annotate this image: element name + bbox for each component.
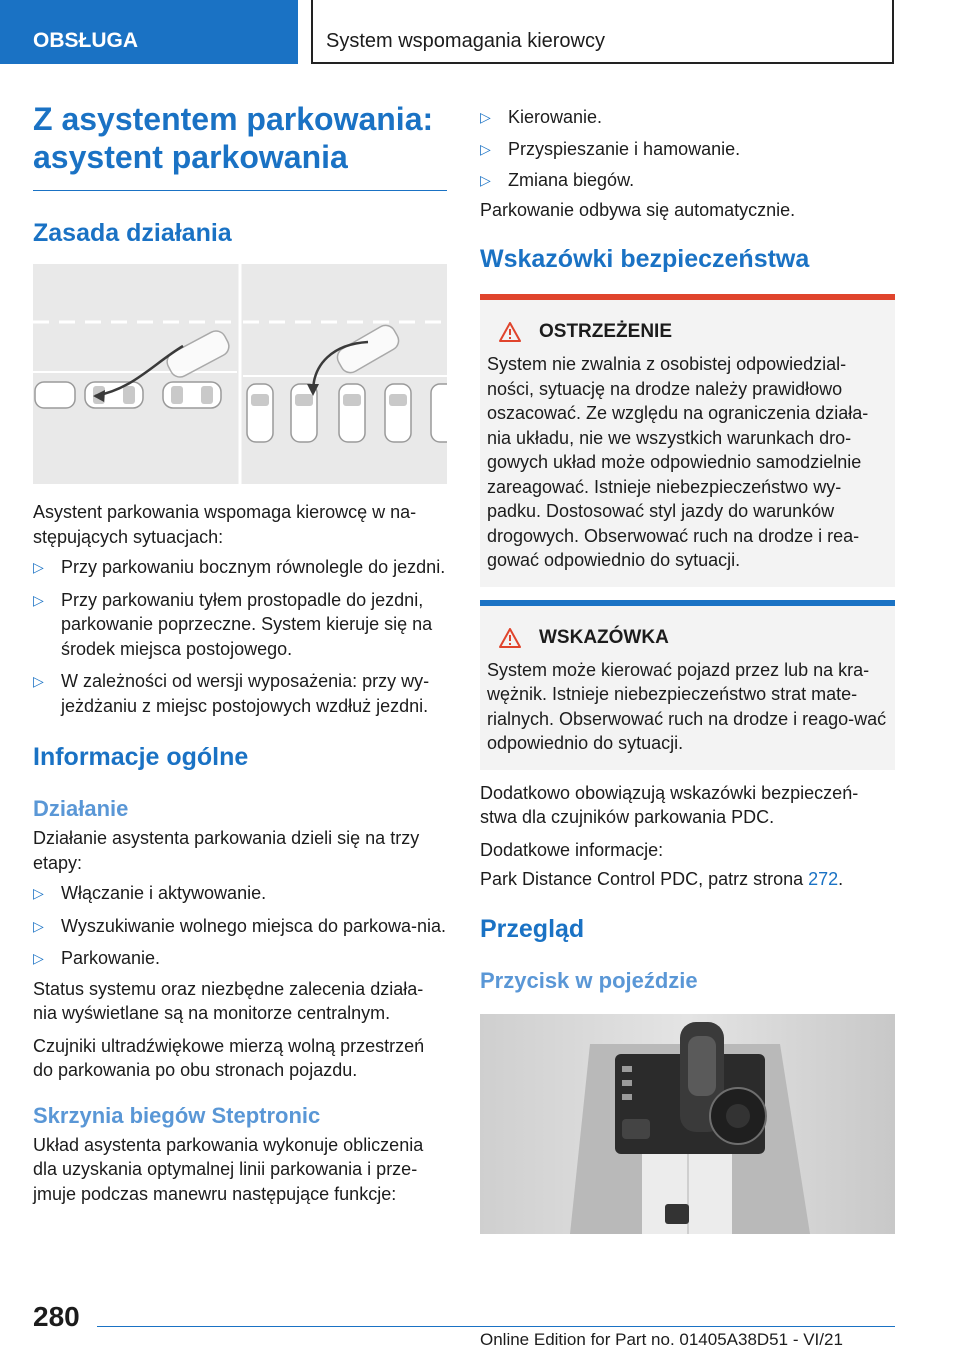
page-title: Z asystentem parkowania: asystent parkowania xyxy=(33,100,447,191)
parking-scenes-graphic xyxy=(33,264,447,484)
section-tab: OBSŁUGA xyxy=(0,0,298,64)
bullet-triangle-icon: ▷ xyxy=(480,109,491,125)
stages-list xyxy=(33,881,447,971)
parking-illustration xyxy=(33,264,447,484)
additional-info-label: Dodatkowe informacje: xyxy=(480,839,664,860)
subheading-steptronic: Skrzynia biegów Steptronic xyxy=(33,1102,321,1128)
warning-triangle-icon xyxy=(499,322,521,342)
list-item: ▷ Zmiana biegów. xyxy=(480,168,895,193)
page-number: 280 xyxy=(33,1301,80,1332)
list-item: ▷ Przyspieszanie i hamowanie. xyxy=(480,137,895,162)
bullet-triangle-icon: ▷ xyxy=(33,950,44,966)
bullet-triangle-icon: ▷ xyxy=(33,917,44,934)
functions-list xyxy=(480,105,895,193)
note-title: WSKAZÓWKA xyxy=(539,626,669,648)
list-item: ▷ W zależności od wersji wyposażenia: przy wy-jeżdżaniu z miejsc postojowych wzdłuż jezdni. xyxy=(33,671,430,716)
pdc-reference: Park Distance Control PDC, patrz strona 272. xyxy=(480,869,844,889)
section-heading-info: Informacje ogólne xyxy=(33,743,249,771)
caution-triangle-icon xyxy=(499,628,521,648)
left-column xyxy=(33,100,447,1206)
warning-header xyxy=(487,320,887,344)
list-item: ▷ Kierowanie. xyxy=(480,105,895,130)
dzialanie-paragraph: Działanie asystenta parkowania dzieli się na trzy etapy: xyxy=(33,828,420,873)
situations-list xyxy=(33,555,447,718)
pdc-notes-paragraph: Dodatkowo obowiązują wskazówki bezpieczeń-stwa dla czujników parkowania PDC. xyxy=(480,782,859,827)
section-heading-safety: Wskazówki bezpieczeństwa xyxy=(480,245,810,273)
note-box xyxy=(480,600,895,770)
steptronic-paragraph: Układ asystenta parkowania wykonuje obliczenia dla uzyskania optymalnej linii parkowania i prze-jmuje podczas manewru następujące funkcje: xyxy=(33,1134,424,1204)
auto-parking-paragraph: Parkowanie odbywa się automatycznie. xyxy=(480,199,796,220)
list-item: ▷ Wyszukiwanie wolnego miejsca do parkowa-nia. xyxy=(33,914,447,939)
bullet-triangle-icon: ▷ xyxy=(33,885,44,901)
subheading-dzialanie: Działanie xyxy=(33,796,129,821)
intro-paragraph: Asystent parkowania wspomaga kierowcę w na-stępujących sytuacjach: xyxy=(33,502,417,547)
footer-rule xyxy=(97,1326,895,1327)
edition-footer: Online Edition for Part no. 01405A38D51 - VI/21 xyxy=(480,1330,843,1349)
bullet-triangle-icon: ▷ xyxy=(33,591,44,608)
console-photo xyxy=(480,1014,895,1234)
bullet-triangle-icon: ▷ xyxy=(480,140,491,157)
right-column xyxy=(480,105,895,1234)
page-link[interactable]: 272 xyxy=(808,869,839,889)
warning-title: OSTRZEŻENIE xyxy=(539,321,673,342)
note-header xyxy=(487,626,887,650)
list-item: ▷ Przy parkowaniu bocznym równolegle do jezdni. xyxy=(33,555,447,580)
bullet-triangle-icon: ▷ xyxy=(33,673,44,689)
sensors-paragraph: Czujniki ultradźwiękowe mierzą wolną przestrzeń do parkowania po obu stronach pojazdu. xyxy=(33,1035,425,1080)
list-item: ▷ Włączanie i aktywowanie. xyxy=(33,881,447,906)
page-header-title: System wspomagania kierowcy xyxy=(311,0,894,64)
section-heading-overview: Przegląd xyxy=(480,914,585,943)
list-item: ▷ Parkowanie. xyxy=(33,946,447,971)
subheading-button: Przycisk w pojeździe xyxy=(480,967,698,993)
status-paragraph: Status systemu oraz niezbędne zalecenia działa-nia wyświetlane są na monitorze centralnym. xyxy=(33,978,424,1023)
note-text: System może kierować pojazd przez lub na kra-wężnik. Istnieje niebezpieczeństwo strat mate-rialnych. Obserwować ruch na drodze i reago-wać odpowiednio do sytuacji. xyxy=(487,659,887,753)
warning-text: System nie zwalnia z osobistej odpowiedzial-ności, sytuację na drodze należy prawidłowo oszacować. Ze względu na ograniczenia działa-nia układu, nie we wszystkich warunkach dro-gowych układ może odpowiednio samodzielnie zareagować. Istnieje niebezpieczeństwo wy-padku. Dostosować styl jazdy do warunków drogowych. Obserwować ruch na drodze i rea-gować odpowiednio do sytuacji. xyxy=(487,354,869,570)
warning-box xyxy=(480,294,895,587)
list-item: ▷ Przy parkowaniu tyłem prostopadle do jezdni, parkowanie poprzeczne. System kieruje się na środek miejsca postojowego. xyxy=(33,589,433,659)
bullet-triangle-icon: ▷ xyxy=(480,172,491,188)
section-heading-zasada: Zasada działania xyxy=(33,219,232,247)
bullet-triangle-icon: ▷ xyxy=(33,559,44,575)
center-console-graphic xyxy=(480,1014,895,1234)
